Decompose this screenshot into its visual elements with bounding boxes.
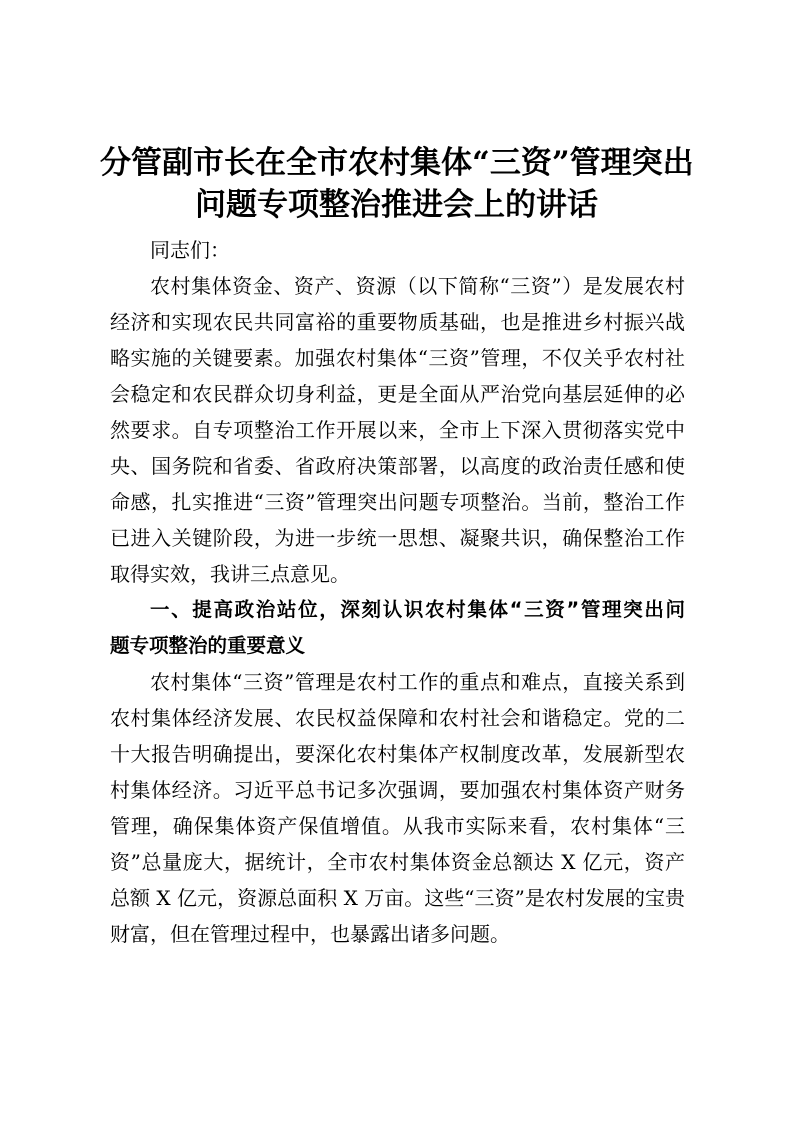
paragraph-line: 命感，扎实推进“三资”管理突出问题专项整治。当前，整治工作 [110,490,685,514]
paragraph-line: 总额 X 亿元，资源总面积 X 万亩。这些“三资”是农村发展的宝贵 [110,886,685,910]
heading-line: 一、提高政治站位，深刻认识农村集体“三资”管理突出问 [150,598,685,621]
salutation: 同志们： [150,238,230,262]
paragraph-line: 经济和实现农民共同富裕的重要物质基础，也是推进乡村振兴战 [110,310,685,334]
paragraph-line: 略实施的关键要素。加强农村集体“三资”管理，不仅关乎农村社 [110,346,685,370]
paragraph-line: 取得实效，我讲三点意见。 [110,562,350,586]
paragraph-line: 农村集体“三资”管理是农村工作的重点和难点，直接关系到 [150,670,685,694]
paragraph-line: 十大报告明确提出，要深化农村集体产权制度改革，发展新型农 [110,742,685,766]
paragraph-line: 然要求。自专项整治工作开展以来，全市上下深入贯彻落实党中 [110,418,685,442]
paragraph-line: 农村集体资金、资产、资源（以下简称“三资”）是发展农村 [150,274,685,298]
document-body [110,232,685,952]
title-line: 问题专项整治推进会上的讲话 [195,187,598,223]
section-heading-1 [110,592,685,664]
paragraph-line: 财富，但在管理过程中，也暴露出诸多问题。 [110,922,510,946]
document-title [100,142,693,226]
heading-line: 题专项整治的重要意义 [110,634,306,657]
paragraph-significance [110,664,685,952]
paragraph-line: 农村集体经济发展、农民权益保障和农村社会和谐稳定。党的二 [110,706,685,730]
title-line: 分管副市长在全市农村集体“三资”管理突出 [100,145,694,181]
paragraph-line: 会稳定和农民群众切身利益，更是全面从严治党向基层延伸的必 [110,382,685,406]
paragraph-line: 村集体经济。习近平总书记多次强调，要加强农村集体资产财务 [110,778,685,802]
paragraph-line: 央、国务院和省委、省政府决策部署，以高度的政治责任感和使 [110,454,685,478]
paragraph-line: 已进入关键阶段，为进一步统一思想、凝聚共识，确保整治工作 [110,526,685,550]
paragraph-line: 管理，确保集体资产保值增值。从我市实际来看，农村集体“三 [110,814,685,838]
paragraph-intro [110,268,685,592]
paragraph-line: 资”总量庞大，据统计，全市农村集体资金总额达 X 亿元，资产 [110,850,685,874]
